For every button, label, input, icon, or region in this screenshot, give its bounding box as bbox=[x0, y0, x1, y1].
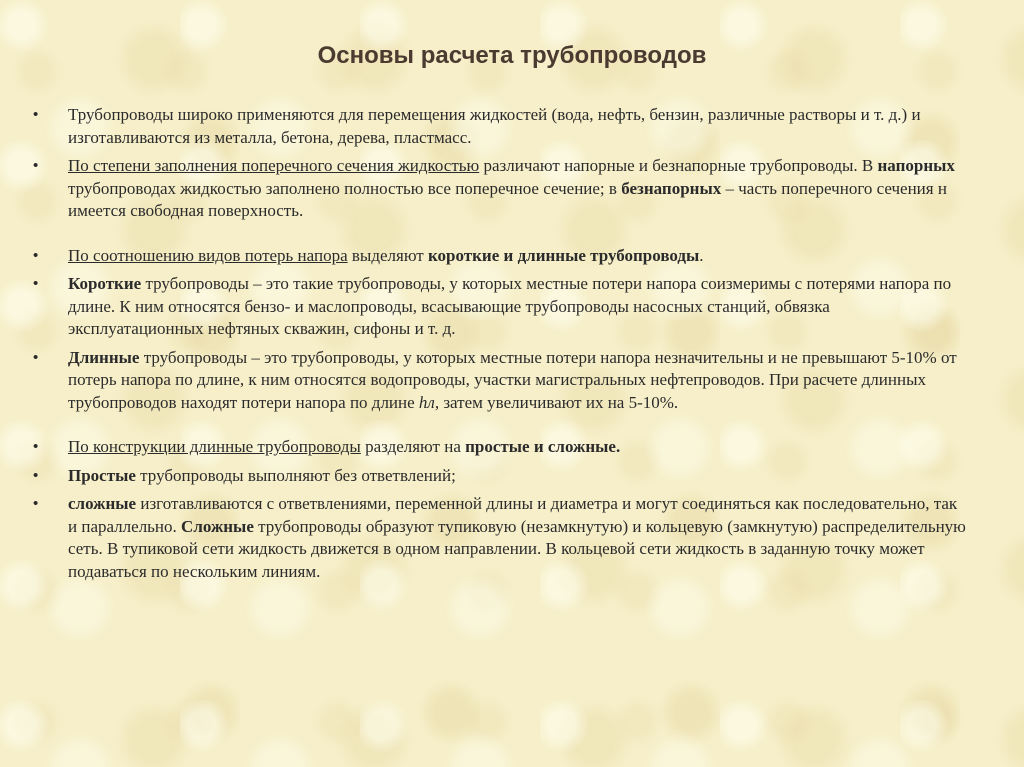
bullet-marker: • bbox=[33, 275, 39, 292]
bullet-marker: • bbox=[33, 157, 39, 174]
bold-text: Сложные bbox=[181, 516, 254, 536]
list-item bbox=[0, 104, 1024, 149]
paragraph-text: трубопроводы – это трубопроводы, у которых местные потери напора незначительны и не превышают 5-10% от потерь напора по длине, к ним относятся водопроводы, участки магистральных нефтепроводов. При расчете длинных трубопроводов находят потери напора по длине bbox=[68, 347, 957, 412]
paragraph-text: разделяют на bbox=[360, 437, 466, 456]
bold-text: Простые bbox=[68, 465, 136, 485]
list-item bbox=[0, 155, 1024, 223]
bold-text: сложные bbox=[68, 494, 137, 513]
list-item bbox=[0, 493, 1024, 583]
list-item bbox=[0, 245, 1024, 268]
slide-title: Основы расчета трубопроводов bbox=[317, 42, 707, 69]
bold-text: простые и сложные. bbox=[465, 437, 621, 456]
underlined-text: По конструкции длинные трубопроводы bbox=[68, 437, 361, 456]
bold-text: напорных bbox=[877, 156, 955, 175]
paragraph-text: трубопроводах жидкостью заполнено полностью все поперечное сечение; в bbox=[68, 178, 622, 198]
underlined-text: По степени заполнения поперечного сечения жидкостью bbox=[68, 156, 480, 175]
bullet-marker: • bbox=[33, 348, 39, 366]
bullet-marker: • bbox=[33, 438, 39, 455]
paragraph-text: . bbox=[699, 245, 704, 265]
bold-text: Длинные bbox=[68, 347, 140, 367]
paragraph-text: трубопроводы выполняют без ответвлений; bbox=[135, 465, 456, 485]
bullet-marker: • bbox=[33, 106, 39, 123]
bullet-marker: • bbox=[33, 495, 39, 512]
paragraph-text: Трубопроводы широко применяются для перемещения жидкостей (вода, нефть, бензин, различные растворы и т. д.) и изготавливаются из металла, бетона, дерева, пластмасс. bbox=[68, 105, 921, 147]
paragraph-text: трубопроводы образуют тупиковую (незамкнутую) и кольцевую (замкнутую) распределительную сеть. В тупиковой сети жидкость движется в одном направлении. В кольцевой сети жидкость в заданную точку может подаваться по нескольким линиям. bbox=[68, 516, 966, 581]
bold-text: Короткие bbox=[68, 274, 142, 293]
list-item bbox=[0, 273, 1024, 341]
list-item bbox=[0, 436, 1024, 459]
bullet-list bbox=[0, 104, 1024, 583]
bullet-marker: • bbox=[33, 246, 39, 264]
paragraph-text: трубопроводы – это такие трубопроводы, у которых местные потери напора соизмеримы с потерями напора по длине. К ним относятся бензо- и маслопроводы, всасывающие трубопроводы насосных станций, обвязка эксплуатационных нефтяных скважин, сифоны и т. д. bbox=[68, 274, 952, 338]
paragraph-text: различают напорные и безнапорные трубопроводы. В bbox=[479, 156, 878, 175]
bold-text: безнапорных bbox=[621, 178, 722, 198]
bullet-marker: • bbox=[33, 466, 39, 484]
list-item bbox=[0, 465, 1024, 488]
paragraph-text: – часть поперечного сечения н имеется свободная поверхность. bbox=[68, 178, 947, 220]
italic-text: hл bbox=[418, 392, 435, 412]
list-item bbox=[0, 347, 1024, 415]
paragraph-text: изготавливаются с ответвлениями, переменной длины и диаметра и могут соединяться как последовательно, так и параллельно. bbox=[68, 494, 958, 536]
bold-text: короткие и длинные трубопроводы bbox=[427, 245, 700, 265]
paragraph-text: выделяют bbox=[347, 245, 428, 265]
paragraph-text: , затем увеличивают их на 5-10%. bbox=[434, 392, 679, 412]
underlined-text: По соотношению видов потерь напора bbox=[68, 245, 348, 265]
